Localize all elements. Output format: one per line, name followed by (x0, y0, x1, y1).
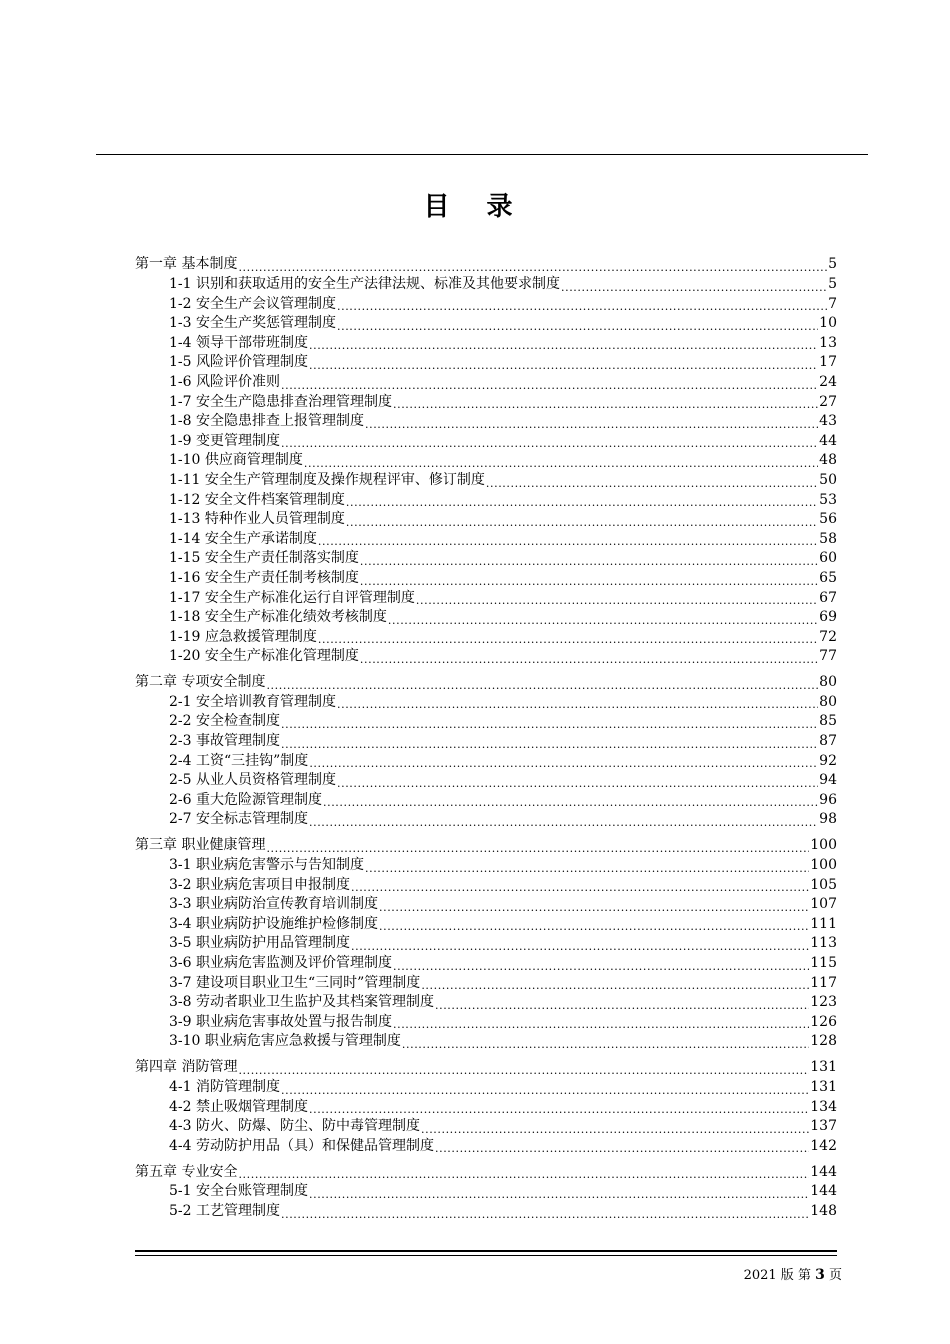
dot-leader (318, 534, 818, 549)
page-suffix: 页 (828, 1268, 842, 1283)
toc-entry-label: 2-4 工资“三挂钩”制度 (169, 752, 309, 769)
toc-entry[interactable] (135, 732, 837, 752)
toc-chapter (135, 1162, 837, 1221)
page-title: 目 录 (423, 192, 527, 222)
toc-entry-label: 1-10 供应商管理制度 (169, 452, 303, 469)
dot-leader (351, 880, 809, 895)
dot-leader (360, 554, 818, 569)
dot-leader (561, 280, 827, 295)
toc-entry[interactable] (135, 589, 837, 609)
toc-entry-page: 117 (810, 974, 837, 991)
dot-leader (388, 613, 818, 628)
toc-entry[interactable] (135, 993, 837, 1013)
toc-entry[interactable] (135, 1098, 837, 1118)
toc-entry-label: 2-5 从业人员资格管理制度 (169, 772, 336, 789)
dot-leader (486, 476, 818, 491)
toc-entry-label: 5-1 安全台账管理制度 (169, 1183, 308, 1200)
toc-entry-page: 134 (810, 1098, 837, 1115)
dot-leader (421, 1122, 809, 1137)
toc-entry-label: 2-3 事故管理制度 (169, 733, 280, 750)
toc-entry-label: 1-14 安全生产承诺制度 (169, 530, 317, 547)
dot-leader (337, 299, 827, 314)
dot-leader (238, 260, 827, 275)
toc-entry-label: 3-9 职业病危害事故处置与报告制度 (169, 1013, 392, 1030)
dot-leader (421, 978, 809, 993)
toc-entry-label: 4-2 禁止吸烟管理制度 (169, 1098, 308, 1115)
toc-entry-page: 48 (819, 452, 837, 469)
toc-entry-page: 44 (819, 432, 837, 449)
toc-entry-label: 1-19 应急救援管理制度 (169, 628, 317, 645)
toc-chapter-entry-page: 5 (828, 256, 837, 273)
toc-entry-page: 113 (810, 935, 837, 952)
toc-entry[interactable] (135, 1137, 837, 1157)
toc-entry-label: 4-4 劳动防护用品（具）和保健品管理制度 (169, 1137, 434, 1154)
toc-entry-label: 3-6 职业病危害监测及评价管理制度 (169, 955, 392, 971)
toc-entry-page: 94 (819, 772, 837, 789)
dot-leader (309, 1102, 809, 1117)
toc-entry-page: 58 (819, 530, 837, 547)
toc-entry-label: 3-8 劳动者职业卫生监护及其档案管理制度 (169, 994, 434, 1011)
toc-entry[interactable] (135, 451, 837, 471)
toc-entry-label: 1-5 风险评价管理制度 (169, 354, 308, 371)
toc-entry-page: 7 (828, 295, 837, 312)
dot-leader (337, 776, 818, 791)
toc-chapter-entry-label: 第二章 专项安全制度 (135, 674, 266, 691)
toc-entry-label: 1-17 安全生产标准化运行自评管理制度 (169, 589, 415, 606)
dot-leader (238, 1167, 809, 1182)
dot-leader (435, 1141, 809, 1156)
dot-leader (304, 456, 818, 471)
toc-entry-label: 1-11 安全生产管理制度及操作规程评审、修订制度 (169, 471, 485, 488)
toc-entry[interactable] (135, 1117, 837, 1137)
toc-entry[interactable] (135, 295, 837, 315)
toc-entry-page: 13 (819, 334, 837, 351)
dot-leader (402, 1037, 809, 1052)
toc-entry[interactable] (135, 1032, 837, 1052)
toc-entry-page: 80 (819, 693, 837, 710)
toc-entry-page: 115 (810, 955, 837, 971)
edition-label: 2021 版 (743, 1268, 794, 1283)
toc-entry-label: 5-2 工艺管理制度 (169, 1202, 280, 1219)
header-rule (96, 154, 868, 155)
toc-entry-page: 27 (819, 393, 837, 410)
toc-entry-label: 2-7 安全标志管理制度 (169, 811, 308, 828)
toc-entry-page: 50 (819, 471, 837, 488)
toc-entry-page: 67 (819, 589, 837, 606)
toc-entry-page: 92 (819, 752, 837, 769)
toc-entry[interactable] (135, 373, 837, 393)
toc-entry-label: 3-4 职业病防护设施维护检修制度 (169, 915, 378, 932)
toc-entry-label: 1-8 安全隐患排查上报管理制度 (169, 413, 364, 430)
dot-leader (346, 515, 818, 530)
toc-entry-label: 1-7 安全生产隐患排查治理管理制度 (169, 393, 392, 410)
dot-leader (365, 417, 818, 432)
dot-leader (379, 919, 809, 934)
toc-entry[interactable] (135, 771, 837, 791)
dot-leader (416, 593, 818, 608)
toc-entry-page: 128 (810, 1033, 837, 1050)
toc-entry-page: 123 (810, 994, 837, 1011)
toc-entry[interactable] (135, 1013, 837, 1033)
dot-leader (309, 756, 818, 771)
toc-entry[interactable] (135, 1182, 837, 1202)
toc-entry[interactable] (135, 954, 837, 974)
toc-entry[interactable] (135, 393, 837, 413)
toc-entry-page: 111 (810, 915, 837, 932)
toc-entry-page: 85 (819, 713, 837, 730)
toc-entry-label: 3-1 职业病危害警示与告知制度 (169, 857, 364, 874)
toc-entry-page: 43 (819, 413, 837, 430)
toc-entry[interactable] (135, 549, 837, 569)
page-footer (744, 1264, 842, 1283)
footer-rule-thick (135, 1250, 837, 1252)
toc-entry-label: 4-3 防火、防爆、防尘、防中毒管理制度 (169, 1118, 420, 1135)
dot-leader (238, 1063, 809, 1078)
toc-chapter-entry-label: 第三章 职业健康管理 (135, 837, 266, 854)
toc-entry-label: 1-6 风险评价准则 (169, 373, 280, 390)
toc-entry[interactable] (135, 915, 837, 935)
toc-entry[interactable] (135, 647, 837, 667)
toc-entry-page: 53 (819, 491, 837, 508)
toc-entry[interactable] (135, 530, 837, 550)
toc-chapter-entry-label: 第四章 消防管理 (135, 1059, 238, 1076)
dot-leader (346, 495, 818, 510)
dot-leader (309, 1187, 809, 1202)
toc-entry[interactable] (135, 334, 837, 354)
toc-chapter-entry-page: 131 (810, 1059, 837, 1076)
page-number: 3 (815, 1267, 825, 1283)
toc-chapter (135, 1058, 837, 1156)
toc-entry-page: 72 (819, 628, 837, 645)
toc-entry[interactable] (135, 974, 837, 994)
toc-entry-page: 17 (819, 354, 837, 371)
toc-entry-label: 1-4 领导干部带班制度 (169, 334, 308, 351)
toc-entry-page: 10 (819, 315, 837, 332)
dot-leader (337, 697, 818, 712)
dot-leader (318, 632, 818, 647)
dot-leader (365, 861, 809, 876)
footer-rule-thin (135, 1255, 837, 1256)
dot-leader (266, 841, 809, 856)
toc-entry-label: 4-1 消防管理制度 (169, 1078, 280, 1095)
toc-entry[interactable] (135, 876, 837, 896)
dot-leader (309, 358, 818, 373)
dot-leader (393, 1017, 809, 1032)
dot-leader (281, 717, 818, 732)
toc-entry[interactable] (135, 934, 837, 954)
dot-leader (323, 795, 818, 810)
toc-entry-label: 3-10 职业病危害应急救援与管理制度 (169, 1033, 401, 1050)
toc-entry-label: 1-20 安全生产标准化管理制度 (169, 648, 359, 665)
dot-leader (281, 378, 818, 393)
toc-entry-page: 126 (810, 1013, 837, 1030)
toc-chapter-entry[interactable] (135, 255, 837, 275)
toc-chapter-entry-page: 80 (819, 674, 837, 691)
toc-entry[interactable] (135, 432, 837, 452)
toc-entry[interactable] (135, 471, 837, 491)
toc-entry-page: 137 (810, 1118, 837, 1135)
toc-entry-page: 69 (819, 609, 837, 626)
toc-entry[interactable] (135, 895, 837, 915)
toc-entry[interactable] (135, 275, 837, 295)
toc-entry-page: 100 (810, 857, 837, 874)
toc-entry[interactable] (135, 412, 837, 432)
toc-entry[interactable] (135, 791, 837, 811)
toc-entry-page: 142 (810, 1137, 837, 1154)
toc-entry-label: 3-5 职业病防护用品管理制度 (169, 935, 350, 952)
toc-entry[interactable] (135, 712, 837, 732)
dot-leader (337, 319, 818, 334)
toc-entry-label: 2-1 安全培训教育管理制度 (169, 693, 336, 710)
toc-chapter (135, 836, 837, 1052)
toc-entry-page: 148 (810, 1202, 837, 1219)
dot-leader (309, 338, 818, 353)
toc-entry[interactable] (135, 353, 837, 373)
toc-entry-label: 3-7 建设项目职业卫生“三同时”管理制度 (169, 974, 421, 991)
toc-entry-label: 1-15 安全生产责任制落实制度 (169, 550, 359, 567)
toc-entry-page: 77 (819, 648, 837, 665)
toc-entry[interactable] (135, 1202, 837, 1222)
toc-entry-label: 1-1 识别和获取适用的安全生产法律法规、标准及其他要求制度 (169, 276, 560, 292)
toc-entry-label: 1-13 特种作业人员管理制度 (169, 511, 345, 528)
dot-leader (281, 1083, 809, 1098)
toc-entry-page: 87 (819, 733, 837, 750)
toc-chapter (135, 255, 837, 667)
toc-chapter-entry-label: 第五章 专业安全 (135, 1163, 238, 1180)
dot-leader (379, 900, 809, 915)
toc-entry-label: 1-18 安全生产标准化绩效考核制度 (169, 609, 387, 626)
toc-entry[interactable] (135, 856, 837, 876)
dot-leader (393, 959, 809, 974)
toc-chapter-entry-page: 100 (810, 837, 837, 854)
dot-leader (393, 397, 818, 412)
toc-chapter-entry[interactable] (135, 1058, 837, 1078)
table-of-contents (135, 255, 837, 1222)
toc-chapter-entry[interactable] (135, 673, 837, 693)
toc-entry-label: 2-2 安全检查制度 (169, 713, 280, 730)
toc-entry-label: 1-2 安全生产会议管理制度 (169, 295, 336, 312)
toc-chapter-entry-label: 第一章 基本制度 (135, 256, 238, 273)
toc-entry-page: 96 (819, 791, 837, 808)
dot-leader (360, 574, 818, 589)
toc-entry-page: 60 (819, 550, 837, 567)
toc-entry-page: 5 (828, 276, 837, 292)
toc-entry-page: 107 (810, 896, 837, 913)
toc-entry[interactable] (135, 510, 837, 530)
toc-entry-page: 24 (819, 373, 837, 390)
dot-leader (281, 1207, 809, 1222)
toc-entry-page: 65 (819, 569, 837, 586)
toc-entry-label: 1-16 安全生产责任制考核制度 (169, 569, 359, 586)
toc-entry[interactable] (135, 608, 837, 628)
toc-entry-page: 131 (810, 1078, 837, 1095)
dot-leader (360, 652, 818, 667)
dot-leader (351, 939, 809, 954)
toc-entry[interactable] (135, 491, 837, 511)
toc-entry[interactable] (135, 752, 837, 772)
dot-leader (281, 436, 818, 451)
toc-chapter-entry[interactable] (135, 1162, 837, 1182)
toc-entry-page: 105 (810, 876, 837, 893)
toc-entry-label: 2-6 重大危险源管理制度 (169, 791, 322, 808)
toc-entry-label: 3-2 职业病危害项目申报制度 (169, 876, 350, 893)
toc-entry[interactable] (135, 628, 837, 648)
toc-entry-label: 3-3 职业病防治宣传教育培训制度 (169, 896, 378, 913)
toc-chapter-entry-page: 144 (810, 1163, 837, 1180)
dot-leader (266, 678, 818, 693)
toc-entry-page: 56 (819, 511, 837, 528)
dot-leader (435, 998, 809, 1013)
toc-entry[interactable] (135, 810, 837, 830)
toc-entry-label: 1-12 安全文件档案管理制度 (169, 491, 345, 508)
toc-chapter-entry[interactable] (135, 836, 837, 856)
toc-entry-label: 1-9 变更管理制度 (169, 432, 280, 449)
toc-entry-page: 144 (810, 1183, 837, 1200)
toc-entry[interactable] (135, 314, 837, 334)
toc-entry[interactable] (135, 693, 837, 713)
toc-entry[interactable] (135, 1078, 837, 1098)
toc-chapter (135, 673, 837, 830)
toc-entry-label: 1-3 安全生产奖惩管理制度 (169, 315, 336, 332)
page-prefix: 第 (797, 1268, 811, 1283)
dot-leader (281, 737, 818, 752)
dot-leader (309, 815, 818, 830)
toc-entry[interactable] (135, 569, 837, 589)
toc-entry-page: 98 (819, 811, 837, 828)
